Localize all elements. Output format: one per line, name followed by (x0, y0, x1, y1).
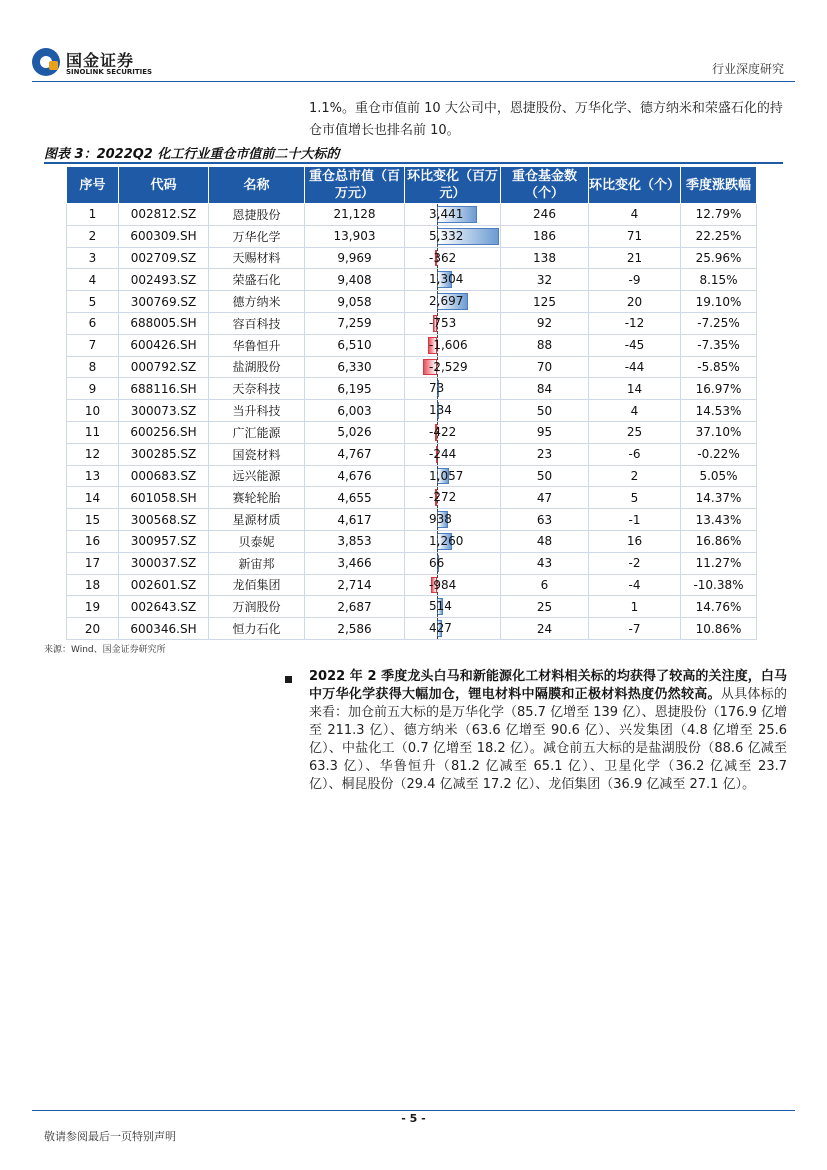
cell-name: 万润股份 (209, 596, 305, 618)
cell-no: 15 (67, 509, 119, 531)
cell-value-change (405, 400, 501, 422)
cell-code: 600309.SH (119, 225, 209, 247)
paragraph-body: 从具体标的来看：加仓前五大标的是万华化学（85.7 亿增至 139 亿）、恩捷股份（176.9 亿增至 211.3 亿）、德方纳米（63.6 亿增至 90.6 亿）、兴发集团（4.8 亿增至 25.6 亿）、中盐化工（0.7 亿增至 18.2 亿）。减仓前五大标的是盐湖股份（88.6 亿减至 63.3 亿）、华鲁恒升（81.2 亿减至 65.1 亿）、卫星化学（36.2 亿减至 23.7 亿）、桐昆股份（29.4 亿减至 17.2 亿）、龙佰集团（36.9 亿减至 27.1 亿）。 (309, 687, 788, 792)
cell-no: 19 (67, 596, 119, 618)
cell-name: 广汇能源 (209, 421, 305, 443)
cell-no: 17 (67, 552, 119, 574)
cell-no: 7 (67, 334, 119, 356)
logo-chinese-name: 国金证券 (66, 51, 135, 70)
cell-value-change (405, 421, 501, 443)
value-change-label: -984 (429, 577, 457, 592)
header-divider (32, 81, 795, 82)
cell-fund-count: 92 (501, 312, 589, 334)
value-change-label: 73 (429, 381, 445, 396)
table-row (67, 487, 757, 509)
cell-no: 10 (67, 400, 119, 422)
table-row (67, 400, 757, 422)
cell-name: 盐湖股份 (209, 356, 305, 378)
cell-fund-count: 43 (501, 552, 589, 574)
cell-market-value: 5,026 (305, 421, 405, 443)
cell-name: 恒力石化 (209, 618, 305, 640)
cell-value-change (405, 247, 501, 269)
logo-accent-icon (49, 61, 58, 70)
cell-name: 荣盛石化 (209, 269, 305, 291)
cell-code: 300285.SZ (119, 443, 209, 465)
cell-code: 601058.SH (119, 487, 209, 509)
table-row (67, 247, 757, 269)
cell-code: 600346.SH (119, 618, 209, 640)
cell-market-value: 9,058 (305, 291, 405, 313)
value-change-label: 938 (429, 512, 452, 527)
cell-fund-count: 32 (501, 269, 589, 291)
cell-code: 000683.SZ (119, 465, 209, 487)
cell-name: 德方纳米 (209, 291, 305, 313)
table-row (67, 596, 757, 618)
cell-market-value: 3,466 (305, 552, 405, 574)
value-change-label: -422 (429, 424, 457, 439)
table-row (67, 334, 757, 356)
cell-quarter-pct: 11.27% (681, 552, 757, 574)
cell-market-value: 4,767 (305, 443, 405, 465)
cell-quarter-pct: 10.86% (681, 618, 757, 640)
cell-value-change (405, 443, 501, 465)
cell-no: 14 (67, 487, 119, 509)
cell-name: 当升科技 (209, 400, 305, 422)
cell-name: 天奈科技 (209, 378, 305, 400)
table-row (67, 443, 757, 465)
cell-code: 002643.SZ (119, 596, 209, 618)
cell-fund-change: -45 (589, 334, 681, 356)
value-change-label: 1,304 (429, 272, 464, 287)
caption-divider (44, 162, 783, 164)
cell-code: 688005.SH (119, 312, 209, 334)
cell-fund-count: 70 (501, 356, 589, 378)
cell-quarter-pct: -7.35% (681, 334, 757, 356)
bullet-square-icon (285, 676, 292, 683)
cell-value-change (405, 552, 501, 574)
header-value-change: 环比变化（百万元） (405, 167, 501, 204)
cell-quarter-pct: 22.25% (681, 225, 757, 247)
cell-fund-count: 138 (501, 247, 589, 269)
cell-market-value: 7,259 (305, 312, 405, 334)
cell-no: 12 (67, 443, 119, 465)
cell-market-value: 3,853 (305, 530, 405, 552)
table-row (67, 530, 757, 552)
value-change-label: 427 (429, 621, 452, 636)
cell-market-value: 6,195 (305, 378, 405, 400)
cell-market-value: 2,714 (305, 574, 405, 596)
cell-value-change (405, 618, 501, 640)
holdings-table (66, 166, 757, 640)
cell-fund-count: 246 (501, 204, 589, 226)
cell-value-change (405, 312, 501, 334)
value-change-label: 5,332 (429, 228, 464, 243)
cell-fund-change: -6 (589, 443, 681, 465)
value-change-label: 1,260 (429, 533, 464, 548)
cell-market-value: 6,510 (305, 334, 405, 356)
value-change-label: 514 (429, 599, 452, 614)
cell-fund-change: 16 (589, 530, 681, 552)
cell-no: 18 (67, 574, 119, 596)
header-quarter-pct: 季度涨跌幅 (681, 167, 757, 204)
cell-fund-count: 50 (501, 400, 589, 422)
cell-value-change (405, 378, 501, 400)
cell-market-value: 6,003 (305, 400, 405, 422)
cell-value-change (405, 465, 501, 487)
cell-name: 国瓷材料 (209, 443, 305, 465)
cell-no: 1 (67, 204, 119, 226)
cell-quarter-pct: 14.53% (681, 400, 757, 422)
cell-quarter-pct: 16.97% (681, 378, 757, 400)
value-change-label: 3,441 (429, 207, 464, 221)
table-body (67, 204, 757, 640)
cell-quarter-pct: 12.79% (681, 204, 757, 226)
value-change-label: -753 (429, 315, 457, 330)
cell-name: 万华化学 (209, 225, 305, 247)
cell-quarter-pct: 37.10% (681, 421, 757, 443)
cell-fund-change: 2 (589, 465, 681, 487)
cell-fund-change: 1 (589, 596, 681, 618)
cell-fund-change: 4 (589, 400, 681, 422)
cell-fund-count: 50 (501, 465, 589, 487)
value-change-label: -1,606 (429, 337, 468, 352)
cell-quarter-pct: 14.76% (681, 596, 757, 618)
cell-no: 2 (67, 225, 119, 247)
cell-code: 002812.SZ (119, 204, 209, 226)
cell-fund-change: 25 (589, 421, 681, 443)
page-number: - 5 - (401, 1112, 426, 1125)
table-row (67, 225, 757, 247)
cell-quarter-pct: -5.85% (681, 356, 757, 378)
cell-market-value: 2,687 (305, 596, 405, 618)
cell-value-change (405, 291, 501, 313)
cell-code: 000792.SZ (119, 356, 209, 378)
cell-quarter-pct: 5.05% (681, 465, 757, 487)
cell-fund-change: -12 (589, 312, 681, 334)
cell-fund-count: 63 (501, 509, 589, 531)
cell-name: 龙佰集团 (209, 574, 305, 596)
table-row (67, 421, 757, 443)
cell-value-change (405, 204, 501, 226)
cell-name: 新宙邦 (209, 552, 305, 574)
cell-code: 300037.SZ (119, 552, 209, 574)
cell-fund-change: 4 (589, 204, 681, 226)
cell-name: 星源材质 (209, 509, 305, 531)
cell-market-value: 4,676 (305, 465, 405, 487)
cell-no: 9 (67, 378, 119, 400)
value-change-label: 2,697 (429, 294, 464, 309)
cell-fund-change: -4 (589, 574, 681, 596)
cell-quarter-pct: -7.25% (681, 312, 757, 334)
cell-code: 300568.SZ (119, 509, 209, 531)
cell-value-change (405, 334, 501, 356)
report-type-label: 行业深度研究 (711, 62, 784, 76)
cell-name: 恩捷股份 (209, 204, 305, 226)
intro-paragraph: 1.1%。重仓市值前 10 大公司中，恩捷股份、万华化学、德方纳米和荣盛石化的持仓市值增长也排名前 10。 (309, 101, 783, 138)
cell-market-value: 6,330 (305, 356, 405, 378)
cell-value-change (405, 509, 501, 531)
cell-market-value: 4,655 (305, 487, 405, 509)
cell-market-value: 13,903 (305, 225, 405, 247)
cell-fund-count: 95 (501, 421, 589, 443)
cell-quarter-pct: 25.96% (681, 247, 757, 269)
cell-fund-change: 20 (589, 291, 681, 313)
cell-market-value: 9,408 (305, 269, 405, 291)
value-change-label: -244 (429, 446, 457, 461)
cell-no: 13 (67, 465, 119, 487)
cell-fund-change: 5 (589, 487, 681, 509)
value-change-label: 134 (429, 403, 452, 418)
footer-divider (32, 1110, 795, 1111)
table-header-row (67, 167, 757, 204)
table-row (67, 552, 757, 574)
table-row (67, 574, 757, 596)
footer-disclaimer: 敬请参阅最后一页特别声明 (44, 1130, 176, 1143)
cell-no: 16 (67, 530, 119, 552)
cell-code: 002601.SZ (119, 574, 209, 596)
cell-fund-count: 84 (501, 378, 589, 400)
analysis-paragraph (309, 668, 787, 794)
cell-code: 002493.SZ (119, 269, 209, 291)
cell-code: 688116.SH (119, 378, 209, 400)
cell-fund-count: 47 (501, 487, 589, 509)
value-change-label: 66 (429, 555, 445, 570)
cell-value-change (405, 530, 501, 552)
sinolink-logo (32, 46, 152, 80)
cell-value-change (405, 596, 501, 618)
cell-value-change (405, 269, 501, 291)
cell-name: 华鲁恒升 (209, 334, 305, 356)
cell-market-value: 4,617 (305, 509, 405, 531)
source-note: 来源：Wind、国金证券研究所 (44, 645, 166, 655)
cell-fund-count: 23 (501, 443, 589, 465)
cell-quarter-pct: -0.22% (681, 443, 757, 465)
value-change-label: -272 (429, 490, 457, 505)
header-no: 序号 (67, 167, 119, 204)
cell-quarter-pct: -10.38% (681, 574, 757, 596)
cell-quarter-pct: 8.15% (681, 269, 757, 291)
cell-no: 5 (67, 291, 119, 313)
table-row (67, 312, 757, 334)
header-fund-change: 环比变化（个） (589, 167, 681, 204)
cell-value-change (405, 574, 501, 596)
cell-no: 3 (67, 247, 119, 269)
table-row (67, 378, 757, 400)
paragraph-bold-lead: 2022 年 2 季度龙头白马和新能源化工材料相关标的均获得了较高的关注度，白马中万华化学获得大幅加仓，锂电材料中隔膜和正极材料热度仍然较高。 (309, 669, 787, 702)
cell-name: 贝泰妮 (209, 530, 305, 552)
header-name: 名称 (209, 167, 305, 204)
cell-code: 600426.SH (119, 334, 209, 356)
cell-fund-change: 21 (589, 247, 681, 269)
table-row (67, 269, 757, 291)
header-fund-count: 重仓基金数（个） (501, 167, 589, 204)
cell-fund-count: 24 (501, 618, 589, 640)
cell-fund-count: 6 (501, 574, 589, 596)
cell-fund-count: 25 (501, 596, 589, 618)
cell-market-value: 21,128 (305, 204, 405, 226)
cell-fund-count: 186 (501, 225, 589, 247)
cell-market-value: 9,969 (305, 247, 405, 269)
cell-no: 6 (67, 312, 119, 334)
cell-no: 4 (67, 269, 119, 291)
table-row (67, 509, 757, 531)
figure-caption: 图表 3：2022Q2 化工行业重仓市值前二十大标的 (44, 147, 340, 162)
cell-code: 300769.SZ (119, 291, 209, 313)
table-row (67, 465, 757, 487)
cell-code: 002709.SZ (119, 247, 209, 269)
cell-fund-count: 48 (501, 530, 589, 552)
cell-code: 300957.SZ (119, 530, 209, 552)
cell-fund-change: -44 (589, 356, 681, 378)
cell-quarter-pct: 19.10% (681, 291, 757, 313)
value-change-label: 1,057 (429, 468, 464, 483)
cell-quarter-pct: 16.86% (681, 530, 757, 552)
cell-fund-change: -7 (589, 618, 681, 640)
cell-fund-change: 71 (589, 225, 681, 247)
cell-fund-count: 88 (501, 334, 589, 356)
cell-quarter-pct: 13.43% (681, 509, 757, 531)
cell-fund-change: 14 (589, 378, 681, 400)
cell-code: 600256.SH (119, 421, 209, 443)
cell-name: 天赐材料 (209, 247, 305, 269)
table-row (67, 291, 757, 313)
cell-code: 300073.SZ (119, 400, 209, 422)
cell-name: 赛轮轮胎 (209, 487, 305, 509)
value-change-label: -362 (429, 250, 457, 265)
cell-no: 8 (67, 356, 119, 378)
cell-market-value: 2,586 (305, 618, 405, 640)
cell-value-change (405, 487, 501, 509)
cell-fund-change: -9 (589, 269, 681, 291)
value-change-label: -2,529 (429, 359, 468, 374)
cell-value-change (405, 356, 501, 378)
table-row (67, 356, 757, 378)
cell-no: 20 (67, 618, 119, 640)
cell-value-change (405, 225, 501, 247)
header-code: 代码 (119, 167, 209, 204)
logo-english-name: SINOLINK SECURITIES (66, 68, 153, 76)
cell-name: 容百科技 (209, 312, 305, 334)
cell-fund-change: -2 (589, 552, 681, 574)
cell-quarter-pct: 14.37% (681, 487, 757, 509)
cell-name: 远兴能源 (209, 465, 305, 487)
table-row (67, 618, 757, 640)
header-market-value: 重仓总市值（百万元） (305, 167, 405, 204)
cell-fund-change: -1 (589, 509, 681, 531)
table-row (67, 204, 757, 226)
cell-fund-count: 125 (501, 291, 589, 313)
cell-no: 11 (67, 421, 119, 443)
